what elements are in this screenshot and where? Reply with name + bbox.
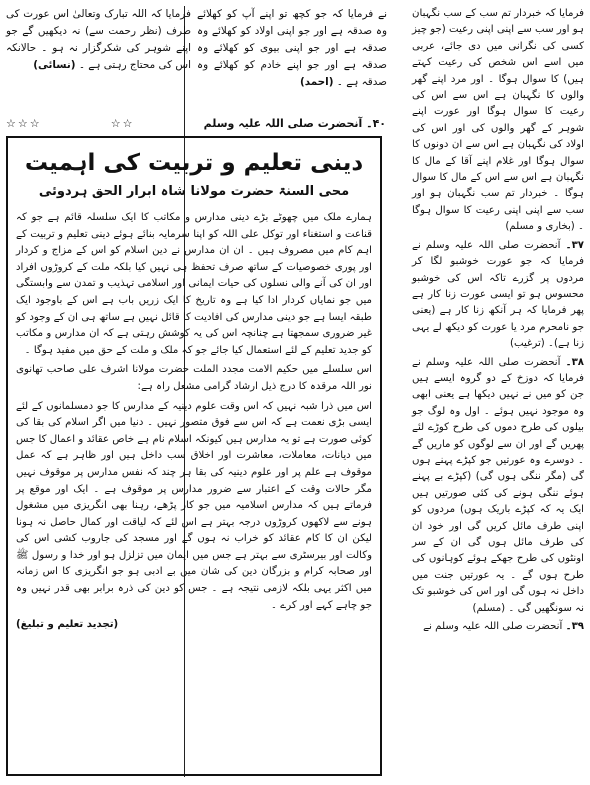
hadith-number: ۳۷۔ [565,239,584,251]
article-paragraph: اس سلسلے میں حکیم الامت مجدد الملت حضرت مولانا اشرف علی صاحب تھانوی نور اللہ مرقدہ کا درج ذیل ارشاد گرامی مشعل راہ ہے: [16,364,372,392]
article-paragraph: ہمارے ملک میں چھوٹے بڑے دینی مدارس و مکاتب کا ایک سلسلہ قائم ہے جو کہ قناعت و استغناء اور توکل علی اللہ کو اپنا سرمایہ بنائے ہوئے دینی تعلیم و تربیت کے اہم کام میں مصروف ہیں ۔ ان ان مدارس نے دین اسلام کو اس کے مزاج و کردار اور پوری خصوصیات کے ساتھ صرف تحفظ ہی نہیں کیا بلکہ ملت کے کروڑوں افراد اور ان کی آنے والی نسلوں کی حیات ایمانی اور اسلامی تہذیب و تمدن سے وابستگی میں جو نمایاں کردار ادا کیا ہے وہ تاریخ کا ایک زریں باب ہے اس کے باوجود ایک طبقہ ایسا ہے جو دینی مدارس کی افادیت کا قائل نہیں ہے ساتھ ہی ان کے وجود کو غیر ضروری سمجھتا ہے چنانچہ اس کی یہ کوشش رہتی ہے کہ ان مدارس و مکاتب کو جدید تعلیم کے لئے استعمال کیا جائے جو کہ ملک و ملت کے حق میں مفید ہوگا ۔ [16,212,372,356]
article-title: دینی تعلیم و تربیت کی اہمیت [24,150,364,176]
hadith-paragraph [412,238,584,353]
hadith-number: ۳۹۔ [565,621,584,633]
article-source: (تجدید تعلیم و تبلیغ) [16,619,119,631]
right-hadith-column [412,6,584,779]
hadith-text: آنحضرت صلی اللہ علیہ وسلم نے [423,621,563,633]
top-left-hadith [6,6,191,116]
hadith-number: ۳۸۔ [565,356,584,368]
hadith-text: نے فرمایا کہ جو کچھ تو اپنے آپ کو کھلائے وہ صدقہ ہے اور جو اپنی اولاد کو کھلائے وہ صدقہ ہے اور جو اپنی بیوی کو کھلائے وہ صدقہ ہے اور جو اپنے خادم کو کھلائے وہ صدقہ ہے ۔ [197,8,387,88]
hadith-paragraph [412,619,584,635]
hadith-text: آنحضرت صلی اللہ علیہ وسلم نے فرمایا کہ دوزخ کے دو گروہ ایسے ہیں جن کو میں نے نہیں دیکھا ہے یعنی ابھی وہ موجود نہیں ہوئے ۔ اول وہ لوگ جو بیلوں کی طرح دموں کی طرح کوڑے لئے پھریں گے اور ان سے لوگوں کو ماریں گے ۔ دوسرے وہ عورتیں جو کپڑے پہنے ہوں گی (مگر ننگی ہوں گی) (کپڑے بے پہنے ہوئے ننگی ہونے کی کئی صورتیں ہیں ایک یہ کہ کپڑے باریک ہوں) مردوں کو اپنی طرف مائل کریں گی اور خود ان کی طرف مائل ہوں گی ان کے سر اونٹوں کی طرح جھکے ہوئے کوہانوں کی طرح ہوں گے ۔ یہ عورتیں جنت میں داخل نہ ہوں گی اور اس کی خوشبو تک نہ سونگھیں گی ۔ (مسلم) [412,356,584,614]
hadith-label: ۴۰۔ آنحضرت صلی اللہ علیہ وسلم [203,116,386,130]
hadith-text: آنحضرت صلی اللہ علیہ وسلم نے فرمایا کہ جو عورت خوشبو لگا کر مردوں پر گزرے تاکہ اس کی خوشبو محسوس ہو تو ایسی عورت زنا کار ہے پھر فرمایا کہ ہر آنکھ زنا کار ہے (یعنی جو نامحرم مرد یا عورت کو دیکھ لے یہی زنا ہے)۔ (ترغیب) [412,239,584,350]
star-ornament-icon: ☆☆ [110,116,135,130]
hadith-reference: (نسائی) [33,59,76,71]
article-box [6,136,382,776]
hadith-paragraph: فرمایا کہ خبردار تم سب کے سب نگہبان ہو اور سب سے اپنی اپنی رعیت (جو چیز کسی کی نگرانی میں دی جائے، عربی میں اسے اس شخص کی رعیت کہتے ہیں) کا سوال ہوگا ۔ اور مرد اپنے گھر والوں کا نگہبان ہے اس سے اس کی رعیت کا سوال ہوگا اور عورت اپنے شوہر کے گھر والوں کی اور اس کی اولاد کی نگہبان ہے اس سے ان دونوں کا سوال ہوگا اور غلام اپنے آقا کے مال کا نگہبان ہے اس سے اس کے مال کا سوال ہوگا ۔ خبردار تم سب نگہبان ہو اور سب سے اپنی اپنی رعیت کا سوال ہوگا ۔ (بخاری و مسلم) [412,8,584,233]
hadith-reference: (احمد) [299,76,334,88]
top-middle-hadith [197,6,387,116]
separator-strip [6,114,386,132]
article-paragraph: اس میں ذرا شبہ نہیں کہ اس وقت علوم دینیہ کے مدارس کا جو دمسلمانوں کے لئے ایسی بڑی نعمت ہے کہ اس سے فوق متصور نہیں ۔ دنیا میں اگر اسلام کی بقا کی کوئی صورت ہے تو یہ مدارس ہیں کیونکہ اسلام نام ہے خاص عقائد و اعمال کا جس میں دیانات، معاملات، معاشرت اور اخلاق سب داخل ہیں اور ظاہر ہے کہ عمل موقوف ہے علم پر اور علوم دینیہ کی بقا ہر چند کہ نفس مدارس پر موقوف نہیں مگر حالات وقت کے اعتبار سے ضرور مدارس پر موقوف ہے ۔ ایک اور موقع پر فرماتے ہیں کہ مدارس اسلامیہ میں جو کار پڑھے، رہنا بھی انگریزی میں مشغول ہونے سے لاکھوں کروڑوں درجہ بہتر ہے اس لئے کہ لیاقت اور کمال حاصل نہ ہونا لیکن ان کا کام عقائد کو خراب نہ ہوں گے اور مسجد کی جاروب کشی اس کی وکالت اور بیرسٹری سے بہتر ہے جس میں ایمان میں تزلزل ہو اور خدا و رسول ﷺ اور صحابہ کرام و بزرگان دین کی شان میں بے ادبی ہو جو انگریزی کا اس زمانہ میں اکثر یہی بلکہ لازمی نتیجہ ہے ۔ جس کو دین کی ذرہ برابر بھی قدر نہیں وہ جو چاہے کہے اور کرے ۔ [16,400,372,611]
star-ornament-icon: ☆☆☆ [6,116,42,130]
hadith-text: فرمایا کہ اللہ تبارک وتعالیٰ اس عورت کی طرف (نظر رحمت سے) نہ دیکھیں گے جو اپنے شوہر کی شکرگزار نہ ہو ۔ حالانکہ اس کی محتاج رہتی ہے ۔ [6,8,191,71]
article-author: محی السنۃ حضرت مولانا شاہ ابرار الحق ہردوئی [38,184,350,199]
hadith-paragraph [412,355,584,618]
